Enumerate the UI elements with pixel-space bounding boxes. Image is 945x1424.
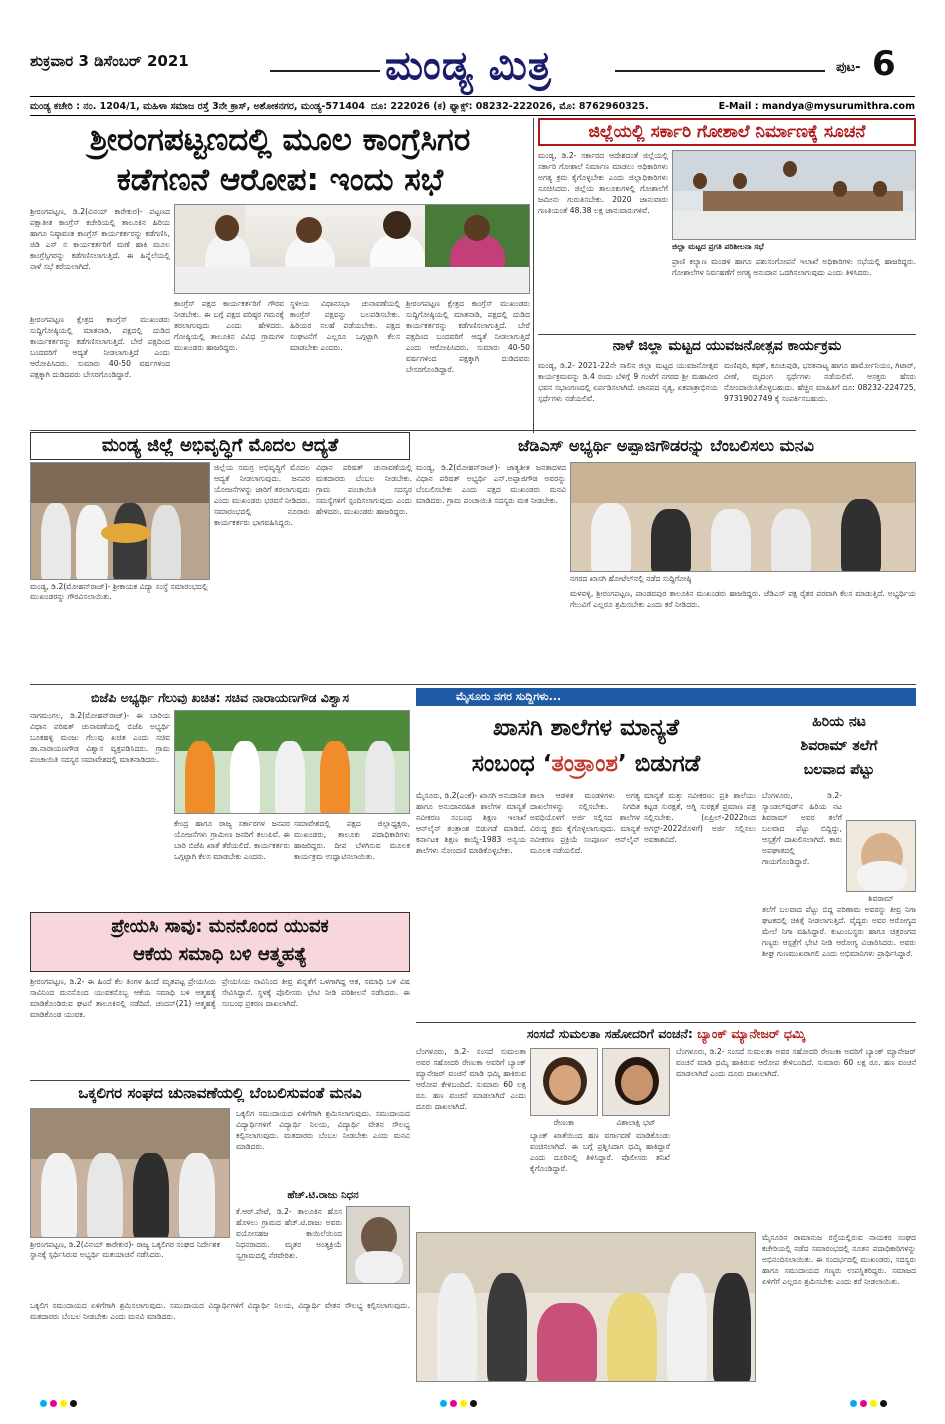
mysuru-news-band: ಮೈಸೂರು ನಗರ ಸುದ್ದಿಗಳು... (416, 688, 916, 706)
article-body: ಶ್ರೀರಂಗಪಟ್ಟಣ ಕ್ಷೇತ್ರದ ಕಾಂಗ್ರೆಸ್ ಮುಖಂಡರು ಸುದ್ದಿಗೋಷ್ಠಿಯಲ್ಲಿ ಮಾತನಾಡಿ, ಪಕ್ಷದಲ್ಲಿ ದುಡಿದ ಕಾರ್ಯಕರ್ತರನ್ನು ಕಡೆಗಣಿಸಲಾಗುತ್ತಿದೆ. ಬೇರೆ ಪಕ್ಷದಿಂದ ಬಂದವರಿಗೆ ಆದ್ಯತೆ ನೀಡಲಾಗುತ್ತಿದೆ ಎಂದು ಆರೋಪಿಸಿದರು. ಸುಮಾರು 40-50 ವರ್ಷಗಳಿಂದ ಪಕ್ಷಕ್ಕಾಗಿ ದುಡಿದವರು ಬೇಸರಗೊಂಡಿದ್ದಾರೆ. (406, 299, 530, 374)
meeting-photo (672, 150, 916, 240)
photo-caption: ಶಿವರಾಮ್ (868, 894, 894, 903)
section-rule (538, 334, 916, 335)
actor-portrait-photo (846, 820, 916, 892)
article-body: ಬೆಂಗಳೂರು, ಡಿ.2- ಸಂಸದೆ ಸುಮಲತಾ ಅವರ ಸಹೋದರಿ ರೇಣುಕಾ ಅವರಿಗೆ ಬ್ಯಾಂಕ್ ಮ್ಯಾನೇಜರ್ ವಂಚನೆ ಮಾಡಿ ಧಮ್ಕಿ ಹಾಕಿರುವ ಆರೋಪ ಕೇಳಿಬಂದಿದೆ. ಸುಮಾರು 60 ಲಕ್ಷ ರೂ. ಹಣ ವಂಚನೆ ಮಾಡಲಾಗಿದೆ ಎಂದು ದೂರು ದಾಖಲಾಗಿದೆ. (676, 1047, 916, 1078)
article-body: ಕೇಂದ್ರ ಹಾಗೂ ರಾಜ್ಯ ಸರ್ಕಾರಗಳ ಜನಪರ ಯೋಜನೆಗಳು ಗ್ರಾಮೀಣ ಜನರಿಗೆ ತಲುಪಿವೆ. ಈ ಬಾರಿ ಬಿಜೆಪಿ ಖಾತೆ ತೆರೆಯಲಿದೆ. ಕಾರ್ಯಕರ್ತರು ಒಗ್ಗಟ್ಟಾಗಿ ಕೆಲಸ ಮಾಡಬೇಕು ಎಂದರು. (174, 819, 290, 861)
office-address: ಮಂಡ್ಯ ಕಚೇರಿ : ನಂ. 1204/1, ಮಹಿಳಾ ಸಮಾಜ ರಸ್ತೆ 3ನೇ ಕ್ರಾಸ್, ಅಶೋಕನಗರ, ಮಂಡ್ಯ-571404 (30, 100, 366, 112)
section-rule (30, 430, 916, 431)
article-body: ಬೆಂಗಳೂರು, ಡಿ.2- ಸ್ಯಾಂಡಲ್‌ವುಡ್‌ನ ಹಿರಿಯ ನಟ ಶಿವರಾಮ್ ಅವರ ತಲೆಗೆ ಬಲವಾದ ಪೆಟ್ಟು ಬಿದ್ದಿದ್ದು, ಆಸ್ಪತ್ರೆಗೆ ದಾಖಲಿಸಲಾಗಿದೆ. ಕಾರು ಅಪಘಾತದಲ್ಲಿ ಗಾಯಗೊಂಡಿದ್ದಾರೆ. (762, 791, 842, 866)
obituary-portrait-photo (346, 1206, 410, 1284)
obituary-text: ಕೆ.ಆರ್.ಪೇಟೆ, ಡಿ.2- ತಾಲೂಕಿನ ಹೊಸ ಹೊಳಲು ಗ್ರಾಮದ ಹೆಚ್.ಟಿ.ರಾಜು ಅವರು ವಯೋಸಹಜ ಕಾಯಿಲೆಯಿಂದ ನಿಧನರಾದರು. ಮೃತರ ಅಂತ್ಯಕ್ರಿಯೆ ಸ್ವಗ್ರಾಮದಲ್ಲಿ ನೆರವೇರಿತು. (236, 1207, 342, 1260)
okkaliga-headline: ಒಕ್ಕಲಿಗರ ಸಂಘದ ಚುನಾವಣೆಯಲ್ಲಿ ಬೆಂಬಲಿಸುವಂತೆ ಮನವಿ (30, 1080, 410, 1104)
registration-dots (850, 1400, 887, 1407)
renuka-photo (530, 1048, 598, 1116)
article-body: ಶ್ರೀರಂಗಪಟ್ಟಣ ಕ್ಷೇತ್ರದ ಕಾಂಗ್ರೆಸ್ ಮುಖಂಡರು ಸುದ್ದಿಗೋಷ್ಠಿಯಲ್ಲಿ ಮಾತನಾಡಿ, ಪಕ್ಷದಲ್ಲಿ ದುಡಿದ ಕಾರ್ಯಕರ್ತರನ್ನು ಕಡೆಗಣಿಸಲಾಗುತ್ತಿದೆ. ಬೇರೆ ಪಕ್ಷದಿಂದ ಬಂದವರಿಗೆ ಆದ್ಯತೆ ನೀಡಲಾಗುತ್ತಿದೆ ಎಂದು ಆರೋಪಿಸಿದರು. ಸುಮಾರು 40-50 ವರ್ಷಗಳಿಂದ ಪಕ್ಷಕ್ಕಾಗಿ ದುಡಿದವರು ಬೇಸರಗೊಂಡಿದ್ದಾರೆ. (30, 315, 170, 379)
felicitation-photo (30, 462, 210, 580)
actor-headline: ಹಿರಿಯ ನಟ ಶಿವರಾಮ್ ತಲೆಗೆ ಬಲವಾದ ಪೆಟ್ಟು (800, 714, 878, 778)
article-body: ಮಳವಳ್ಳಿ, ಶ್ರೀರಂಗಪಟ್ಟಣ, ಪಾಂಡವಪುರ ತಾಲೂಕಿನ ಮುಖಂಡರು ಹಾಜರಿದ್ದರು. ಜೆಡಿಎಸ್ ಪಕ್ಷ ರೈತರ ಪರವಾಗಿ ಕೆಲಸ ಮಾಡುತ್ತಿದೆ. ಅಭ್ಯರ್ಥಿಯ ಗೆಲುವಿಗೆ ಎಲ್ಲರೂ ಶ್ರಮಿಸಬೇಕು ಎಂದು ಕರೆ ನೀಡಿದರು. (570, 589, 916, 609)
photo-caption: ರೇಣುಕಾ (553, 1118, 575, 1127)
lover-headline-box: ಪ್ರೇಯಸಿ ಸಾವು: ಮನನೊಂದ ಯುವಕ ಆಕೆಯ ಸಮಾಧಿ ಬಳಿ ಆತ್ಮಹತ್ಯೆ (30, 912, 410, 972)
photo-caption: ಜಿಲ್ಲಾ ಮಟ್ಟದ ಪ್ರಗತಿ ಪರಿಶೀಲನಾ ಸಭೆ (672, 242, 764, 251)
article-body: ಪ್ರಾಣಿ ಕಲ್ಯಾಣ ಮಂಡಳಿ ಹಾಗೂ ಪಶುಸಂಗೋಪನೆ ಇಲಾಖೆ ಅಧಿಕಾರಿಗಳು ಸಭೆಯಲ್ಲಿ ಹಾಜರಿದ್ದರು. ಗೋಶಾಲೆಗಳ ನಿರ್ವಹಣೆಗೆ ಅಗತ್ಯ ಅನುದಾನ ಒದಗಿಸಲಾಗುವುದು ಎಂದು ತಿಳಿಸಿದರು. (672, 257, 916, 277)
article-body: ಮಾನ್ಯತೆ ಮತ್ತು ನವೀಕರಣ: ಪ್ರತಿ ಶಾಲೆಯು ಕಟ್ಟಡ ಸುರಕ್ಷತೆ, ಅಗ್ನಿ ಸುರಕ್ಷತೆ ಪ್ರಮಾಣ ಪತ್ರ ಸಲ್ಲಿಸಬೇಕು. (ಏಪ್ರಿಲ್-2022ರಿಂದ ಅಗಸ್ಟ್-2022ರೊಳಗೆ) ಅರ್ಜಿ ಸಲ್ಲಿಸಲು ಅವಕಾಶವಿದೆ. (644, 791, 756, 844)
sumalatha-headline: ಸಂಸದೆ ಸುಮಲತಾ ಸಹೋದರಿಗೆ ವಂಚನೆ: ಬ್ಯಾಂಕ್ ಮ್ಯಾನೇಜರ್ ಧಮ್ಕಿ (416, 1022, 916, 1044)
article-body: ಒಕ್ಕಲಿಗ ಸಮುದಾಯದ ಏಳಿಗೆಗಾಗಿ ಶ್ರಮಿಸಲಾಗುವುದು. ಸಮುದಾಯದ ವಿದ್ಯಾರ್ಥಿಗಳಿಗೆ ವಿದ್ಯಾರ್ಥಿ ನಿಲಯ, ವಿದ್ಯಾರ್ಥಿ ವೇತನ ಸೌಲಭ್ಯ ಕಲ್ಪಿಸಲಾಗುವುದು. ಮತದಾರರು ಬೆಂಬಲ ನೀಡಬೇಕು ಎಂದು ಮನವಿ ಮಾಡಿದರು. (30, 1301, 410, 1321)
newspaper-logo: ಮಂಡ್ಯ ಮಿತ್ರ (385, 42, 552, 89)
masthead-rule (615, 70, 825, 72)
goshala-headline-box: ಜಿಲ್ಲೆಯಲ್ಲಿ ಸರ್ಕಾರಿ ಗೋಶಾಲೆ ನಿರ್ಮಾಣಕ್ಕೆ ಸೂಚನೆ (538, 118, 916, 146)
vishalakshi-photo (602, 1048, 670, 1116)
issue-date: ಶುಕ್ರವಾರ 3 ಡಿಸೆಂಬರ್ 2021 (30, 52, 189, 70)
photo-caption: ವಿಶಾಲಾಕ್ಷಿ ಭಟ್ (616, 1118, 656, 1127)
article-body: ಶ್ರೀರಂಗಪಟ್ಟಣ, ಡಿ.2(ವಿನಯ್ ಕಾರೇಕುರ)- ಪಟ್ಟಣದ ಪಕ್ಷಾತೀತ ಕಾಂಗ್ರೆಸ್ ಕಚೇರಿಯಲ್ಲಿ ತಾಲೂಕಿನ ಹಿರಿಯ ಹಾಗೂ ನಿಷ್ಠಾವಂತ ಕಾಂಗ್ರೆಸ್ ಕಾರ್ಯಕರ್ತರನ್ನು ಕಡೆಗಣಿಸಿ, ಜಿಡಿ ಎಸ್ ನ ಕಾರ್ಯಕರ್ತರಿಗೆ ಮಣೆ ಹಾಕಿ ಮೂಲ ಕಾಂಗ್ರೆಸ್ಸಿಗರನ್ನು ಕಡೆಗಣಿಸಲಾಗುತ್ತಿದೆ. ಈ ಹಿನ್ನೆಲೆಯಲ್ಲಿ ನಾಳೆ ಸಭೆ ಕರೆಯಲಾಗಿದೆ. (30, 207, 170, 271)
article-body: ಮಂಡ್ಯ, ಡಿ.2- ಸರ್ಕಾರದ ಆದೇಶದಂತೆ ಜಿಲ್ಲೆಯಲ್ಲಿ ಸರ್ಕಾರಿ ಗೋಶಾಲೆ ನಿರ್ಮಾಣ ಮಾಡಲು ಅಧಿಕಾರಿಗಳು ಅಗತ್ಯ ಕ್ರಮ ಕೈಗೊಳ್ಳಬೇಕು ಎಂದು ಜಿಲ್ಲಾಧಿಕಾರಿಗಳು ಸೂಚಿಸಿದರು. ಜಿಲ್ಲೆಯ ತಾಲೂಕುಗಳಲ್ಲಿ ಗೋಶಾಲೆಗೆ ಜಮೀನು ಗುರುತಿಸಬೇಕು. 2020 ಜಾನುವಾರು ಗಣತಿಯಂತೆ 48.38 ಲಕ್ಷ ಜಾನುವಾರುಗಳಿವೆ. (538, 151, 668, 215)
article-body: ಜಿಲ್ಲೆಯ ಸಮಗ್ರ ಅಭಿವೃದ್ಧಿಗೆ ಮೊದಲ ಆದ್ಯತೆ ನೀಡಲಾಗುವುದು. ಜನಪರ ಯೋಜನೆಗಳನ್ನು ಜಾರಿಗೆ ತರಲಾಗುವುದು ಎಂದು ಮುಖಂಡರು ಭರವಸೆ ನೀಡಿದರು. ಸಮಾರಂಭದಲ್ಲಿ ನೂರಾರು ಕಾರ್ಯಕರ್ತರು ಭಾಗವಹಿಸಿದ್ದರು. (214, 463, 310, 527)
column-rule (533, 118, 534, 433)
jds-headline: ಜೆಡಿಎಸ್ ಅಭ್ಯರ್ಥಿ ಅಪ್ಪಾಜಿಗೌಡರನ್ನು ಬೆಂಬಲಿಸಲು ಮನವಿ (518, 436, 814, 456)
masthead-rule (270, 70, 380, 72)
article-body: ತಲೆಗೆ ಬಲವಾದ ಪೆಟ್ಟು ಬಿದ್ದ ಪರಿಣಾಮ ಅವರನ್ನು ತೀವ್ರ ನಿಗಾ ಘಟಕದಲ್ಲಿ ಚಿಕಿತ್ಸೆ ನೀಡಲಾಗುತ್ತಿದೆ. ವೈದ್ಯರು ಅವರ ಆರೋಗ್ಯದ ಮೇಲೆ ನಿಗಾ ವಹಿಸಿದ್ದಾರೆ. ಕುಟುಂಬಸ್ಥರು ಹಾಗೂ ಚಿತ್ರರಂಗದ ಗಣ್ಯರು ಆಸ್ಪತ್ರೆಗೆ ಭೇಟಿ ನೀಡಿ ಆರೋಗ್ಯ ವಿಚಾರಿಸಿದರು. ಅವರು ಶೀಘ್ರ ಗುಣಮುಖರಾಗಲಿ ಎಂದು ಅಭಿಮಾನಿಗಳು ಪ್ರಾರ್ಥಿಸಿದ್ದಾರೆ. (762, 905, 916, 958)
article-body: ಬೆಂಗಳೂರು, ಡಿ.2- ಸಂಸದೆ ಸುಮಲತಾ ಅವರ ಸಹೋದರಿ ರೇಣುಕಾ ಅವರಿಗೆ ಬ್ಯಾಂಕ್ ಮ್ಯಾನೇಜರ್ ವಂಚನೆ ಮಾಡಿ ಧಮ್ಕಿ ಹಾಕಿರುವ ಆರೋಪ ಕೇಳಿಬಂದಿದೆ. ಸುಮಾರು 60 ಲಕ್ಷ ರೂ. ಹಣ ವಂಚನೆ ಮಾಡಲಾಗಿದೆ ಎಂದು ದೂರು ದಾಖಲಾಗಿದೆ. (416, 1047, 526, 1111)
contact-bar (30, 96, 915, 116)
article-body: ಮೈಸೂರು, ಡಿ.2(ಎಂಕೆ)- ಖಾಸಗಿ ಅನುದಾನಿತ ಹಾಗೂ ಅನುದಾನರಹಿತ ಶಾಲೆಗಳ ಮಾನ್ಯತೆ ನವೀಕರಣ ಸಂಬಂಧ ಶಿಕ್ಷಣ ಇಲಾಖೆ ಆನ್‌ಲೈನ್ ತಂತ್ರಾಂಶ ಬಿಡುಗಡೆ ಮಾಡಿದೆ. ಕರ್ನಾಟಕ ಶಿಕ್ಷಣ ಕಾಯ್ದೆ-1983 ಅನ್ವಯ ಶಾಲೆಗಳು ನೋಂದಣಿ ಮಾಡಿಕೊಳ್ಳಬೇಕು. (416, 791, 526, 855)
photo-caption: ನಗರದ ಖಾಸಗಿ ಹೋಟೆಲ್‌ನಲ್ಲಿ ನಡೆದ ಸುದ್ದಿಗೋಷ್ಠಿ (570, 574, 692, 583)
article-body: ಕಾಂಗ್ರೆಸ್ ಪಕ್ಷದ ಕಾರ್ಯಕರ್ತರಿಗೆ ಗೌರವ ನೀಡಬೇಕು. ಈ ಬಗ್ಗೆ ಪಕ್ಷದ ವರಿಷ್ಠರ ಗಮನಕ್ಕೆ ತರಲಾಗುವುದು ಎಂದು ಹೇಳಿದರು. ಗೋಷ್ಠಿಯಲ್ಲಿ ತಾಲೂಕಿನ ವಿವಿಧ ಗ್ರಾಮಗಳ ಮುಖಂಡರು ಹಾಜರಿದ್ದರು. (174, 299, 284, 352)
article-body: ಸಮಾವೇಶದಲ್ಲಿ ಪಕ್ಷದ ಜಿಲ್ಲಾಧ್ಯಕ್ಷರು, ಮುಖಂಡರು, ತಾಲೂಕು ಪದಾಧಿಕಾರಿಗಳು ಹಾಜರಿದ್ದರು. ದೀಪ ಬೆಳಗಿಸುವ ಮೂಲಕ ಕಾರ್ಯಕ್ರಮ ಉದ್ಘಾಟಿಸಲಾಯಿತು. (294, 819, 410, 861)
photo-caption: ಮಂಡ್ಯ, ಡಿ.2(ಮೋಹನ್‌ರಾಜ್)- ಶ್ರೀಕಾಯಕ ವಿದ್ಯಾ ಸಂಸ್ಥೆ ಸಮಾರಂಭದಲ್ಲಿ ಮುಖಂಡರನ್ನು ಗೌರವಿಸಲಾಯಿತು. (30, 582, 208, 601)
private-schools-headline: ಖಾಸಗಿ ಶಾಲೆಗಳ ಮಾನ್ಯತೆ ಸಂಬಂಧ ‘ತಂತ್ರಾಂಶ’ ಬಿಡುಗಡೆ (471, 715, 701, 777)
article-body: ಶ್ರೀರಂಗಪಟ್ಟಣ, ಡಿ.2- ಈ ಹಿಂದೆ ಕೆಲ ತಿಂಗಳ ಹಿಂದೆ ಮೃತಪಟ್ಟ ಪ್ರೇಯಸಿಯ ಸಾವಿನಿಂದ ಮನನೊಂದ ಯುವಕನೊಬ್ಬ ಆಕೆಯ ಸಮಾಧಿ ಬಳಿ ಆತ್ಮಹತ್ಯೆ ಮಾಡಿಕೊಂಡಿರುವ ಘಟನೆ ತಾಲೂಕಿನಲ್ಲಿ ನಡೆದಿದೆ. ಚಂದನ್(21) ಆತ್ಮಹತ್ಯೆ ಮಾಡಿಕೊಂಡ ಯುವಕ. (30, 977, 216, 1019)
registration-dots (40, 1400, 77, 1407)
office-email[interactable]: E-Mail : mandya@mysurumithra.com (718, 100, 915, 112)
lamp-lighting-photo (174, 710, 410, 814)
bjp-headline: ಬಿಜೆಪಿ ಅಭ್ಯರ್ಥಿ ಗೆಲುವು ಖಚಿತ: ಸಚಿವ ನಾರಾಯಣಗೌಡ ವಿಶ್ವಾಸ (91, 689, 349, 705)
article-body: ಶಾಲಾ ಆಡಳಿತ ಮಂಡಳಿಗಳು ಅಗತ್ಯ ದಾಖಲೆಗಳನ್ನು ಸಲ್ಲಿಸಬೇಕು. ನಿಗದಿತ ಅವಧಿಯೊಳಗೆ ಅರ್ಜಿ ಸಲ್ಲಿಸದ ಶಾಲೆಗಳ ವಿರುದ್ಧ ಕ್ರಮ ಕೈಗೊಳ್ಳಲಾಗುವುದು. ಮಾನ್ಯತೆ ನವೀಕರಣ ಪ್ರಕ್ರಿಯೆ ಸಂಪೂರ್ಣ ಆನ್‌ಲೈನ್ ಮೂಲಕ ನಡೆಯಲಿದೆ. (530, 791, 640, 855)
photo-caption: ಶ್ರೀರಂಗಪಟ್ಟಣ, ಡಿ.2(ವಿನಯ್ ಕಾರೇಕುರ)- ರಾಜ್ಯ ಒಕ್ಕಲಿಗರ ಸಂಘದ ನಿರ್ದೇಶಕ ಸ್ಥಾನಕ್ಕೆ ಸ್ಪರ್ಧಿಸಿರುವ ಅಭ್ಯರ್ಥಿ ಮತಯಾಚನೆ ನಡೆಸಿದರು. (30, 1240, 220, 1259)
article-body: ಸ್ಥಳೀಯ ವಿಧಾನಸಭಾ ಚುನಾವಣೆಯಲ್ಲಿ ಕಾಂಗ್ರೆಸ್ ಪಕ್ಷವನ್ನು ಬಲಪಡಿಸಬೇಕು. ಹಿರಿಯರ ಸಲಹೆ ಪಡೆಯಬೇಕು. ಪಕ್ಷದ ಸಂಘಟನೆಗೆ ಎಲ್ಲರೂ ಒಗ್ಗಟ್ಟಾಗಿ ಕೆಲಸ ಮಾಡಬೇಕು ಎಂದರು. (290, 299, 400, 352)
office-phone: ದೂ: 222026 (ಕ) ಫ್ಯಾಕ್ಸ್: 08232-222026, ಮೊ: 8762960325. (371, 100, 649, 112)
obituary-title: ಹೆಚ್.ಟಿ.ರಾಜು ನಿಧನ (287, 1190, 359, 1201)
article-body: ಮಣಿಪುರಿ, ಕಥಕ್, ಕೂಚುಪುಡಿ, ಭರತನಾಟ್ಯ ಹಾಗೂ ಹಾರ್ಮೋನಿಯಂ, ಗಿಟಾರ್, ವೀಣೆ, ಮೃದಂಗ ಸ್ಪರ್ಧೆಗಳು ನಡೆಯಲಿವೆ. ಆಸಕ್ತರು ಹೆಸರು ನೋಂದಾಯಿಸಿಕೊಳ್ಳಬಹುದು. ಹೆಚ್ಚಿನ ಮಾಹಿತಿಗೆ ದೂ: 08232-224725, 9731902749 ಕ್ಕೆ ಸಂಪರ್ಕಿಸಬಹುದು. (724, 361, 916, 403)
page-label: ಪುಟ- (836, 60, 861, 75)
press-meet-photo (174, 204, 530, 294)
article-body: ಪ್ರೇಯಸಿಯ ಸಾವಿನಿಂದ ತೀವ್ರ ಖಿನ್ನತೆಗೆ ಒಳಗಾಗಿದ್ದ ಆತ, ಸಮಾಧಿ ಬಳಿ ವಿಷ ಸೇವಿಸಿದ್ದಾನೆ. ಸ್ಥಳಕ್ಕೆ ಪೊಲೀಸರು ಭೇಟಿ ನೀಡಿ ಪರಿಶೀಲನೆ ನಡೆಸಿದರು. ಈ ಸಂಬಂಧ ಪ್ರಕರಣ ದಾಖಲಾಗಿದೆ. (222, 977, 410, 1008)
page-number: 6 (872, 44, 896, 84)
article-body: ಮೈಸೂರಿನ ರಾಮಾನುಜ ರಸ್ತೆಯಲ್ಲಿರುವ ನಾಯಕರ ಸಂಘದ ಕಚೇರಿಯಲ್ಲಿ ನಡೆದ ಸಮಾರಂಭದಲ್ಲಿ ನೂತನ ಪದಾಧಿಕಾರಿಗಳನ್ನು ಅಭಿನಂದಿಸಲಾಯಿತು. ಈ ಸಂದರ್ಭದಲ್ಲಿ ಮುಖಂಡರು, ಸದಸ್ಯರು ಹಾಗೂ ಸಮುದಾಯದ ಗಣ್ಯರು ಉಪಸ್ಥಿತರಿದ್ದರು. ಸಮಾಜದ ಏಳಿಗೆಗೆ ಎಲ್ಲರೂ ಶ್ರಮಿಸಬೇಕು ಎಂದು ಕರೆ ನೀಡಲಾಯಿತು. (762, 1233, 916, 1286)
section-rule (30, 684, 916, 685)
article-body: ಮಂಡ್ಯ, ಡಿ.2- 2021-22ನೇ ಸಾಲಿನ ಜಿಲ್ಲಾ ಮಟ್ಟದ ಯುವಜನೋತ್ಸವ ಕಾರ್ಯಕ್ರಮವನ್ನು ಡಿ.4 ರಂದು ಬೆಳಿಗ್ಗೆ 9 ಗಂಟೆಗೆ ನಗರದ ಶ್ರೀ ಮಹಾವೀರ ಭವನ ಸಭಾಂಗಣದಲ್ಲಿ ಏರ್ಪಡಿಸಲಾಗಿದೆ. ಜಾನಪದ ನೃತ್ಯ, ಏಕಪಾತ್ರಾಭಿನಯ ಸ್ಪರ್ಧೆಗಳು ನಡೆಯಲಿವೆ. (538, 361, 718, 403)
jds-meeting-photo (570, 462, 916, 572)
registration-dots (440, 1400, 477, 1407)
article-body: ಬ್ಯಾಂಕ್ ಖಾತೆಯಿಂದ ಹಣ ವರ್ಗಾವಣೆ ಮಾಡಿಕೊಂಡು ವಂಚಿಸಲಾಗಿದೆ. ಈ ಬಗ್ಗೆ ಪ್ರಶ್ನಿಸಿದಾಗ ಧಮ್ಕಿ ಹಾಕಿದ್ದಾರೆ ಎಂದು ದೂರಿನಲ್ಲಿ ತಿಳಿಸಿದ್ದಾರೆ. ಪೊಲೀಸರು ತನಿಖೆ ಕೈಗೊಂಡಿದ್ದಾರೆ. (530, 1131, 670, 1173)
article-body: ಮಂಡ್ಯ, ಡಿ.2(ಮೋಹನ್‌ರಾಜ್)- ಜಾತ್ಯತೀತ ಜನತಾದಳದ ವಿಧಾನ ಪರಿಷತ್ ಅಭ್ಯರ್ಥಿ ಎನ್.ಅಪ್ಪಾಜಿಗೌಡ ಅವರನ್ನು ಬೆಂಬಲಿಸಬೇಕು ಎಂದು ಪಕ್ಷದ ಮುಖಂಡರು ಮನವಿ ಮಾಡಿದರು. ಗ್ರಾಮ ಪಂಚಾಯಿತಿ ಸದಸ್ಯರು ಮತ ನೀಡಬೇಕು. (416, 463, 566, 505)
srirangapatna-headline: ಶ್ರೀರಂಗಪಟ್ಟಣದಲ್ಲಿ ಮೂಲ ಕಾಂಗ್ರೆಸಿಗರ ಕಡೆಗಣನೆ ಆರೋಪ: ಇಂದು ಸಭೆ (89, 122, 471, 198)
felicitation-group-photo (416, 1232, 756, 1382)
development-headline-box: ಮಂಡ್ಯ ಜಿಲ್ಲೆ ಅಭಿವೃದ್ಧಿಗೆ ಮೊದಲ ಆದ್ಯತೆ (30, 432, 410, 460)
article-body: ಒಕ್ಕಲಿಗ ಸಮುದಾಯದ ಏಳಿಗೆಗಾಗಿ ಶ್ರಮಿಸಲಾಗುವುದು. ಸಮುದಾಯದ ವಿದ್ಯಾರ್ಥಿಗಳಿಗೆ ವಿದ್ಯಾರ್ಥಿ ನಿಲಯ, ವಿದ್ಯಾರ್ಥಿ ವೇತನ ಸೌಲಭ್ಯ ಕಲ್ಪಿಸಲಾಗುವುದು. ಮತದಾರರು ಬೆಂಬಲ ನೀಡಬೇಕು ಎಂದು ಮನವಿ ಮಾಡಿದರು. (236, 1109, 410, 1151)
youth-fest-headline: ನಾಳೆ ಜಿಲ್ಲಾ ಮಟ್ಟದ ಯುವಜನೋತ್ಸವ ಕಾರ್ಯಕ್ರಮ (612, 337, 842, 354)
article-body: ನಾಗಮಂಗಲ, ಡಿ.2(ಮೋಹನ್‌ರಾಜ್)- ಈ ಬಾರಿಯ ವಿಧಾನ ಪರಿಷತ್ ಚುನಾವಣೆಯಲ್ಲಿ ಬಿಜೆಪಿ ಅಭ್ಯರ್ಥಿ ಬೂಕಹಳ್ಳಿ ಮಂಜು ಗೆಲುವು ಖಚಿತ ಎಂದು ಸಚಿವ ಡಾ.ನಾರಾಯಣಗೌಡ ವಿಶ್ವಾಸ ವ್ಯಕ್ತಪಡಿಸಿದರು. ಗ್ರಾಮ ಪಂಚಾಯಿತಿ ಸದಸ್ಯರ ಸಮಾವೇಶದಲ್ಲಿ ಮಾತನಾಡಿದರು. (30, 711, 170, 764)
article-body: ವಿಧಾನ ಪರಿಷತ್ ಚುನಾವಣೆಯಲ್ಲಿ ಮತದಾರರು ಬೆಂಬಲ ನೀಡಬೇಕು. ಗ್ರಾಮ ಪಂಚಾಯಿತಿ ಸದಸ್ಯರ ಸಮಸ್ಯೆಗಳಿಗೆ ಸ್ಪಂದಿಸಲಾಗುವುದು ಎಂದು ಹೇಳಿದರು. ಮುಖಂಡರು ಹಾಜರಿದ್ದರು. (316, 463, 412, 516)
okkaliga-photo (30, 1108, 230, 1238)
